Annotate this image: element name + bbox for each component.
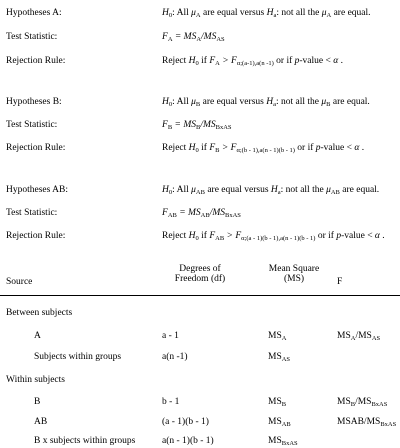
table-row-bxas-source: B x subjects within groups [34,436,136,446]
between-subjects-label: Between subjects [6,308,73,318]
hypotheses-a-label: Hypotheses A: [6,8,62,18]
rejection-rule-ab-formula: Reject $H_0$ if $F_{AB} > F_{\alpha;(a - 1)(b - 1),a(n - 1)(b - 1)}$ or if p-value < α . [162,231,385,242]
hypotheses-ab-label: Hypotheses AB: [6,185,69,195]
table-row-ab-source: AB [34,417,48,427]
table-header-rule [0,295,400,296]
test-statistic-ab-formula: $F_{AB} = MS_{AB}/MS_{BxAS}$ [162,208,241,219]
within-subjects-label: Within subjects [6,375,65,385]
hypotheses-b-statement: $H_0$: All $\mu_B$ are equal versus $H_a$: not all the $\mu_B$ are equal. [162,97,370,108]
test-statistic-b-label: Test Statistic: [6,120,58,130]
test-statistic-a-formula: $F_A = MS_A/MS_{AS}$ [162,32,225,43]
f-header: F [337,277,343,287]
df-header: Degrees of Freedom (df) [174,264,226,284]
test-statistic-a-label: Test Statistic: [6,32,58,42]
table-row-ab-df: (a - 1)(b - 1) [162,417,209,427]
hypotheses-a-statement: $H_0$: All $\mu_A$ are equal versus $H_a$: not all the $\mu_A$ are equal. [162,8,371,19]
table-row-b-source: B [34,397,41,407]
rejection-rule-b-label: Rejection Rule: [6,143,66,153]
table-row-subjects-ms: $MS_{AS}$ [268,352,291,363]
table-row-bxas-df: a(n - 1)(b - 1) [162,436,214,446]
rejection-rule-ab-label: Rejection Rule: [6,231,66,241]
table-row-b-ms: $MS_B$ [268,397,287,408]
table-row-b-f: $MS_B/MS_{BxAS}$ [337,397,388,408]
table-row-a-f: $MS_A/MS_{AS}$ [337,331,381,342]
table-row-a-df: a - 1 [162,331,179,341]
table-row-a-ms: $MS_A$ [268,331,287,342]
test-statistic-ab-label: Test Statistic: [6,208,58,218]
rejection-rule-b-formula: Reject $H_0$ if $F_B > F_{\alpha;(b - 1),a(n - 1)(b - 1)}$ or if p-value < α . [162,143,365,154]
ms-header: Mean Square (MS) [268,264,320,284]
table-row-a-source: A [34,331,41,341]
hypotheses-ab-statement: $H_0$: All $\mu_{AB}$ are equal versus $H_a$: not all the $\mu_{AB}$ are equal. [162,185,380,196]
table-row-ab-ms: $MS_{AB}$ [268,417,291,428]
table-row-bxas-ms: $MS_{BxAS}$ [268,436,298,447]
hypotheses-b-label: Hypotheses B: [6,97,62,107]
table-row-subjects-df: a(n -1) [162,352,188,362]
test-statistic-b-formula: $F_B = MS_B/MS_{BxAS}$ [162,120,232,131]
rejection-rule-a-label: Rejection Rule: [6,56,66,66]
rejection-rule-a-formula: Reject $H_0$ if $F_A > F_{\alpha;(a-1),a(n -1)}$ or if p-value < α . [162,56,343,67]
source-header: Source [6,277,33,287]
table-row-b-df: b - 1 [162,397,180,407]
table-row-subjects-source: Subjects within groups [34,352,122,362]
table-row-ab-f: MSAB/$MS_{BxAS}$ [337,417,397,428]
